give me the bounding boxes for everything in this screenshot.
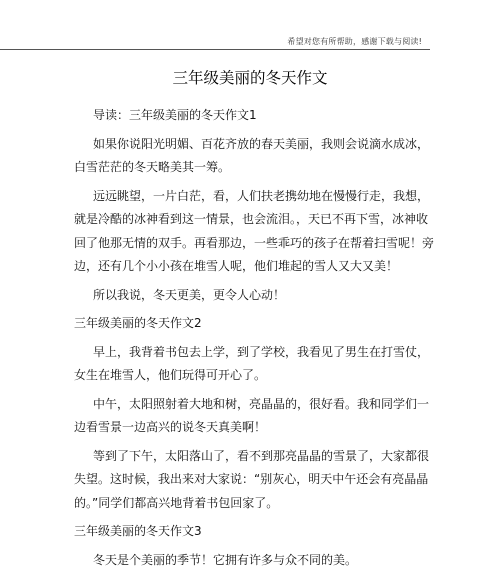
text-line: 边，还有几个小小孩在堆雪人呢，他们堆起的雪人又大又美！ bbox=[74, 259, 399, 273]
paragraph-intro bbox=[74, 104, 439, 128]
page-title: 三年级美丽的冬天作文 bbox=[172, 69, 328, 87]
text-line: 所以我说，冬天更美，更令人心动！ bbox=[93, 287, 286, 302]
document-body bbox=[74, 104, 439, 577]
text-line: 边看雪景一边高兴的说冬天真美啊！ bbox=[74, 420, 267, 434]
paragraph bbox=[74, 341, 439, 388]
text-line: 中午，太阳照射着大地和树，亮晶晶的，很好看。我和同学们一 bbox=[93, 396, 430, 411]
text-line: 女生在堆雪人，他们玩得可开心了。 bbox=[74, 368, 267, 382]
text-line: 早上，我背着书包去上学，到了学校，我看见了男生在打雪仗， bbox=[93, 344, 430, 359]
text-line: 三年级美丽的冬天作文2 bbox=[74, 316, 202, 330]
text-line: 等到了下午，太阳落山了，看不到那亮晶晶的雪景了，大家都很 bbox=[93, 448, 430, 463]
text-line: 冬天是个美丽的季节！它拥有许多与众不同的美。 bbox=[93, 552, 358, 567]
text-line: 远远眺望，一片白茫，看，人们扶老携幼地在慢慢行走，我想， bbox=[93, 188, 430, 203]
section-heading bbox=[74, 520, 439, 544]
text-line: 失望。这时候，我出来对大家说：“别灰心，明天中午还会有亮晶晶 bbox=[74, 472, 429, 486]
text-line: 回了他那无情的双手。再看那边，一些乖巧的孩子在帮着扫雪呢！旁 bbox=[74, 235, 435, 250]
paragraph bbox=[74, 284, 439, 308]
text-line: 如果你说阳光明媚、百花齐放的春天美丽，我则会说滴水成冰， bbox=[93, 136, 430, 151]
text-line: 的。”同学们都高兴地背着书包回家了。 bbox=[74, 495, 279, 510]
paragraph bbox=[74, 393, 439, 440]
text-line: 三年级美丽的冬天作文3 bbox=[74, 524, 202, 538]
paragraph bbox=[74, 185, 439, 279]
header-note: 希望对您有所帮助，感谢下载与阅读! bbox=[287, 37, 422, 46]
text-line: 白雪茫茫的冬天略美其一筹。 bbox=[74, 160, 231, 174]
paragraph bbox=[74, 445, 439, 516]
paragraph bbox=[74, 133, 439, 180]
text-line: 导读：三年级美丽的冬天作文1 bbox=[93, 108, 257, 122]
text-line: 就是冷酷的冰神看到这一情景，也会流泪。，天已不再下雪，冰神收 bbox=[74, 212, 429, 226]
section-heading bbox=[74, 312, 439, 336]
header-rule bbox=[0, 49, 430, 50]
paragraph bbox=[74, 549, 439, 573]
